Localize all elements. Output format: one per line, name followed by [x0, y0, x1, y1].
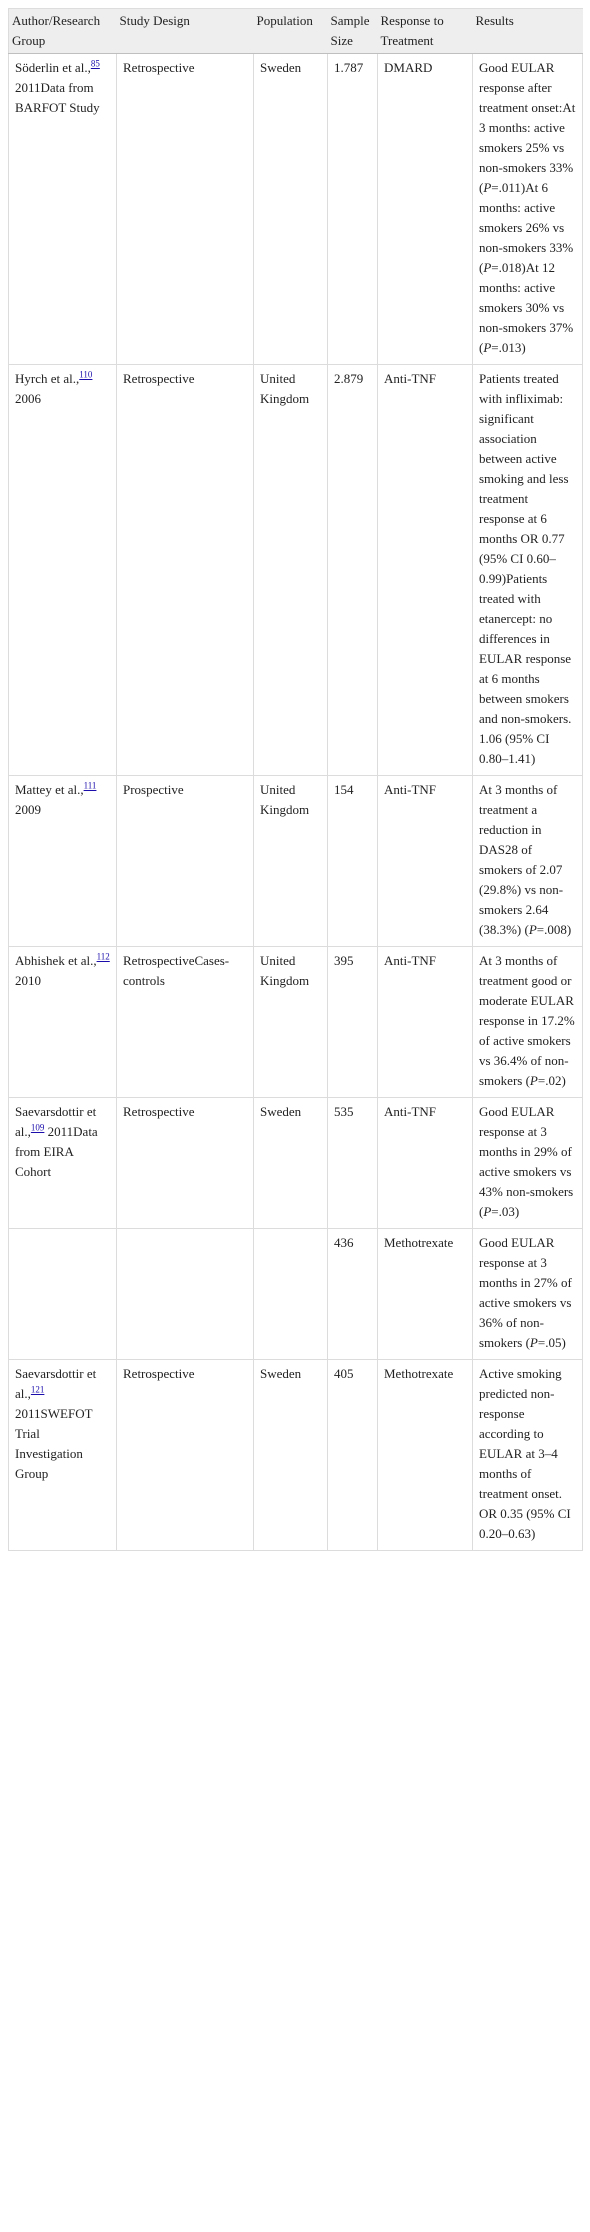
header-sample-size: Sample Size — [328, 9, 378, 54]
reference-link[interactable]: 111 — [83, 780, 97, 791]
cell-results — [473, 1229, 583, 1360]
results-text: At 3 months of treatment a reduction in DAS28 of smokers of 2.07 (29.8%) vs non-smokers 2.64 (38.3%) ( — [479, 782, 564, 937]
cell-author — [9, 1229, 117, 1360]
results-text: =.02) — [537, 1073, 566, 1088]
header-population: Population — [254, 9, 328, 54]
results-text: =.05) — [537, 1335, 566, 1350]
cell-author — [9, 1098, 117, 1229]
cell-results — [473, 365, 583, 776]
results-text: At 3 months of treatment good or moderate EULAR response in 17.2% of active smokers vs 36.4% of non-smokers ( — [479, 953, 575, 1088]
results-text: =.018)At 12 months: active smokers 30% vs non-smokers 37% ( — [479, 260, 574, 355]
cell-response: DMARD — [378, 54, 473, 365]
table-header — [9, 9, 583, 54]
reference-link[interactable]: 121 — [30, 1384, 45, 1395]
author-year-source: 2011Data from BARFOT Study — [15, 80, 100, 115]
cell-author — [9, 1360, 117, 1551]
table-row — [9, 1098, 583, 1229]
results-text: =.011)At 6 months: active smokers 26% vs non-smokers 33% ( — [479, 180, 574, 275]
cell-sample-size: 535 — [328, 1098, 378, 1229]
table-row — [9, 365, 583, 776]
reference-link[interactable]: 110 — [79, 369, 93, 380]
p-value-symbol: P — [529, 1073, 538, 1088]
cell-sample-size: 395 — [328, 947, 378, 1098]
cell-population: Sweden — [254, 1360, 328, 1551]
cell-study-design: Retrospective — [117, 1098, 254, 1229]
cell-results — [473, 1360, 583, 1551]
author-name: Saevarsdottir et al., — [15, 1104, 97, 1139]
cell-author — [9, 776, 117, 947]
author-name: Saevarsdottir et al., — [15, 1366, 97, 1401]
cell-study-design: RetrospectiveCases-controls — [117, 947, 254, 1098]
header-results: Results — [473, 9, 583, 54]
cell-population: United Kingdom — [254, 776, 328, 947]
reference-link[interactable]: 85 — [90, 58, 100, 69]
table-row — [9, 947, 583, 1098]
cell-results — [473, 1098, 583, 1229]
p-value-symbol: P — [483, 180, 492, 195]
cell-results — [473, 776, 583, 947]
p-value-symbol: P — [528, 922, 537, 937]
cell-population: United Kingdom — [254, 365, 328, 776]
table-row — [9, 776, 583, 947]
author-year-source: 2006 — [15, 391, 41, 406]
cell-author — [9, 365, 117, 776]
cell-population: Sweden — [254, 54, 328, 365]
p-value-symbol: P — [483, 1204, 492, 1219]
author-year-source: 2010 — [15, 973, 41, 988]
cell-sample-size: 2.879 — [328, 365, 378, 776]
results-text: Good EULAR response at 3 months in 27% of active smokers vs 36% of non-smokers ( — [479, 1235, 572, 1350]
p-value-symbol: P — [483, 340, 492, 355]
cell-study-design: Retrospective — [117, 365, 254, 776]
cell-study-design: Prospective — [117, 776, 254, 947]
cell-population: United Kingdom — [254, 947, 328, 1098]
author-name: Hyrch et al., — [15, 371, 80, 386]
header-study-design: Study Design — [117, 9, 254, 54]
cell-response: Anti-TNF — [378, 776, 473, 947]
results-text: =.008) — [536, 922, 572, 937]
table-row — [9, 1360, 583, 1551]
results-text: Active smoking predicted non-response according to EULAR at 3–4 months of treatment onset. OR 0.35 (95% CI 0.20–0.63) — [479, 1366, 571, 1541]
smoking-treatment-response-table — [8, 8, 583, 1551]
results-text: Good EULAR response at 3 months in 29% of active smokers vs 43% non-smokers ( — [479, 1104, 574, 1219]
cell-sample-size: 405 — [328, 1360, 378, 1551]
author-year-source: 2011Data from EIRA Cohort — [15, 1124, 98, 1179]
results-text: Patients treated with infliximab: significant association between active smoking and less treatment response at 6 months OR 0.77 (95% CI 0.60–0.99)Patients treated with etanercept: no differences in EULAR response at 6 months between smokers and non-smokers. 1.06 (95% CI 0.80–1.41) — [479, 371, 572, 766]
cell-population — [254, 1229, 328, 1360]
results-text: =.013) — [491, 340, 526, 355]
cell-study-design — [117, 1229, 254, 1360]
cell-author — [9, 54, 117, 365]
cell-response: Anti-TNF — [378, 1098, 473, 1229]
cell-population: Sweden — [254, 1098, 328, 1229]
cell-sample-size: 154 — [328, 776, 378, 947]
table-row — [9, 54, 583, 365]
cell-sample-size: 436 — [328, 1229, 378, 1360]
cell-sample-size: 1.787 — [328, 54, 378, 365]
cell-response: Methotrexate — [378, 1360, 473, 1551]
author-name: Abhishek et al., — [15, 953, 97, 968]
p-value-symbol: P — [483, 260, 492, 275]
header-author: Author/Research Group — [9, 9, 117, 54]
author-year-source: 2009 — [15, 802, 41, 817]
cell-response: Anti-TNF — [378, 947, 473, 1098]
author-year-source: 2011SWEFOT Trial Investigation Group — [15, 1406, 93, 1481]
reference-link[interactable]: 112 — [96, 951, 110, 962]
cell-study-design: Retrospective — [117, 54, 254, 365]
author-name: Söderlin et al., — [15, 60, 91, 75]
cell-study-design: Retrospective — [117, 1360, 254, 1551]
cell-response: Anti-TNF — [378, 365, 473, 776]
author-name: Mattey et al., — [15, 782, 84, 797]
cell-response: Methotrexate — [378, 1229, 473, 1360]
reference-link[interactable]: 109 — [30, 1122, 45, 1133]
cell-results — [473, 947, 583, 1098]
cell-results — [473, 54, 583, 365]
p-value-symbol: P — [529, 1335, 538, 1350]
header-response: Response to Treatment — [378, 9, 473, 54]
table-body — [9, 54, 583, 1551]
header-row — [9, 9, 583, 54]
results-text: Good EULAR response after treatment onset:At 3 months: active smokers 25% vs non-smokers 33% ( — [479, 60, 576, 195]
results-text: =.03) — [491, 1204, 520, 1219]
table-row — [9, 1229, 583, 1360]
cell-author — [9, 947, 117, 1098]
